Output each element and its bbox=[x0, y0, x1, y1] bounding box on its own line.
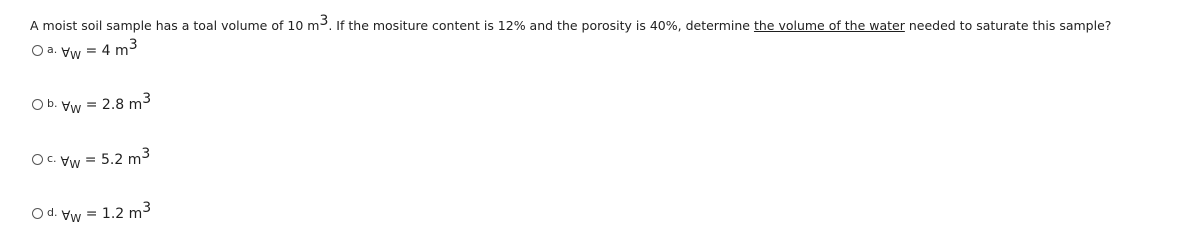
option-c-letter: c. bbox=[47, 152, 57, 165]
option-a-symbol: ∀ bbox=[61, 46, 71, 61]
question-text bbox=[30, 13, 1112, 36]
option-b-value: = 2.8 m bbox=[81, 97, 143, 113]
option-d-radio[interactable] bbox=[32, 208, 43, 219]
option-c-subscript: W bbox=[69, 158, 81, 171]
option-d-exponent: 3 bbox=[142, 200, 152, 216]
option-b[interactable] bbox=[32, 91, 152, 120]
option-c-exponent: 3 bbox=[141, 146, 151, 162]
question-text-middle: . If the mositure content is 12% and the porosity is 40%, determine bbox=[328, 18, 754, 33]
option-a-subscript: W bbox=[70, 49, 82, 62]
option-a-letter: a. bbox=[47, 43, 58, 56]
option-c-value: = 5.2 m bbox=[80, 152, 142, 168]
option-b-subscript: W bbox=[70, 103, 82, 116]
question-underlined-text: the volume of the water bbox=[753, 18, 905, 33]
option-c-symbol: ∀ bbox=[60, 155, 70, 170]
question-text-end: needed to saturate this sample? bbox=[904, 18, 1112, 33]
option-a-value: = 4 m bbox=[81, 43, 129, 59]
option-d[interactable] bbox=[32, 200, 152, 229]
option-b-radio[interactable] bbox=[32, 99, 43, 110]
question-exponent: 3 bbox=[319, 13, 329, 29]
option-d-letter: d. bbox=[47, 206, 58, 219]
option-b-expression bbox=[61, 91, 152, 116]
option-a[interactable] bbox=[32, 37, 138, 66]
option-a-expression bbox=[61, 37, 138, 62]
option-c-expression bbox=[60, 146, 151, 171]
option-d-subscript: W bbox=[70, 212, 82, 225]
option-a-exponent: 3 bbox=[128, 37, 138, 53]
option-d-value: = 1.2 m bbox=[81, 206, 143, 222]
option-d-symbol: ∀ bbox=[61, 209, 71, 224]
option-b-letter: b. bbox=[47, 97, 58, 110]
option-c[interactable] bbox=[32, 146, 151, 175]
option-b-symbol: ∀ bbox=[61, 100, 71, 115]
option-c-radio[interactable] bbox=[32, 154, 43, 165]
option-d-expression bbox=[61, 200, 152, 225]
option-a-radio[interactable] bbox=[32, 45, 43, 56]
option-b-exponent: 3 bbox=[142, 91, 152, 107]
question-text-start: A moist soil sample has a toal volume of 10 m bbox=[30, 18, 320, 33]
